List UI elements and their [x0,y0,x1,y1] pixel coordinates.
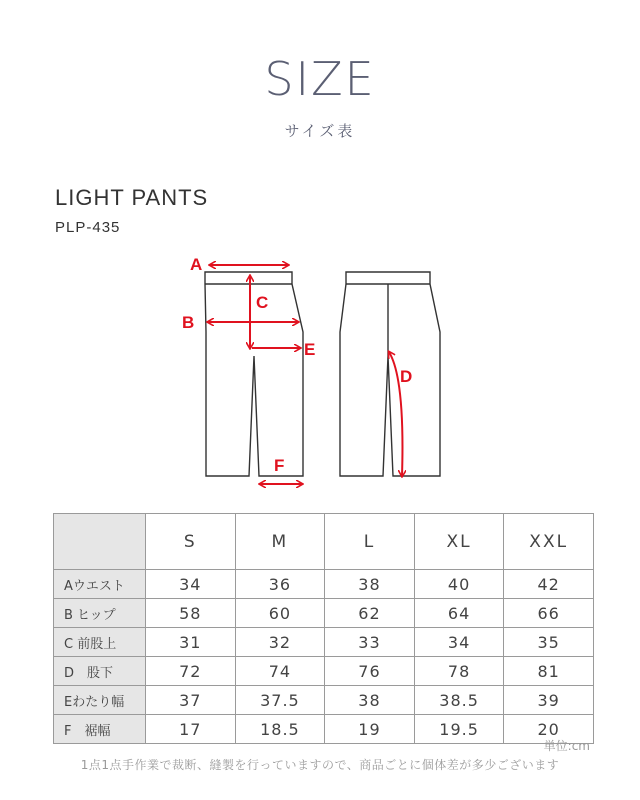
table-cell: 39 [504,686,594,715]
size-col-header: M [235,514,325,570]
product-code: PLP-435 [55,219,121,236]
row-label: B ヒップ [54,599,146,628]
table-cell: 76 [325,657,415,686]
product-name: LIGHT PANTS [55,185,209,210]
page-subtitle: サイズ表 [284,122,356,140]
size-col-header: XXL [504,514,594,570]
table-cell: 78 [414,657,504,686]
page-title: SIZE [264,52,376,106]
table-cell: 38.5 [414,686,504,715]
row-label: F 裾幅 [54,715,146,744]
table-cell: 35 [504,628,594,657]
row-label: Aウエスト [54,570,146,599]
table-cell: 19 [325,715,415,744]
table-cell: 18.5 [235,715,325,744]
table-row [54,628,594,657]
label-a: A [190,255,203,274]
size-col-header: S [146,514,236,570]
back-pants-outline [340,272,440,476]
table-row [54,570,594,599]
table-row [54,715,594,744]
table-cell: 36 [235,570,325,599]
table-row [54,657,594,686]
size-table [53,513,594,744]
table-cell: 20 [504,715,594,744]
label-f: F [274,456,285,475]
table-cell: 34 [414,628,504,657]
table-cell: 31 [146,628,236,657]
table-cell: 42 [504,570,594,599]
label-e: E [304,340,316,359]
table-corner [54,514,146,570]
front-pants-outline [205,272,303,476]
table-cell: 32 [235,628,325,657]
table-cell: 66 [504,599,594,628]
label-b: B [182,313,195,332]
size-header-row [54,514,594,570]
row-label: C 前股上 [54,628,146,657]
table-cell: 64 [414,599,504,628]
table-cell: 37.5 [235,686,325,715]
table-cell: 72 [146,657,236,686]
unit-note: 単位:cm [543,739,590,753]
table-cell: 62 [325,599,415,628]
table-cell: 40 [414,570,504,599]
table-cell: 19.5 [414,715,504,744]
label-c: C [256,293,269,312]
table-cell: 17 [146,715,236,744]
pants-measurement-diagram [160,248,460,498]
disclaimer-note: 1点1点手作業で裁断、縫製を行っていますので、商品ごとに個体差が多少ございます [80,758,560,772]
table-cell: 37 [146,686,236,715]
table-row [54,599,594,628]
table-cell: 60 [235,599,325,628]
row-label: Eわたり幅 [54,686,146,715]
table-cell: 74 [235,657,325,686]
size-col-header: L [325,514,415,570]
table-cell: 38 [325,570,415,599]
table-cell: 33 [325,628,415,657]
table-cell: 81 [504,657,594,686]
size-col-header: XL [414,514,504,570]
label-d: D [400,367,413,386]
table-cell: 38 [325,686,415,715]
table-cell: 58 [146,599,236,628]
table-cell: 34 [146,570,236,599]
table-row [54,686,594,715]
row-label: D 股下 [54,657,146,686]
